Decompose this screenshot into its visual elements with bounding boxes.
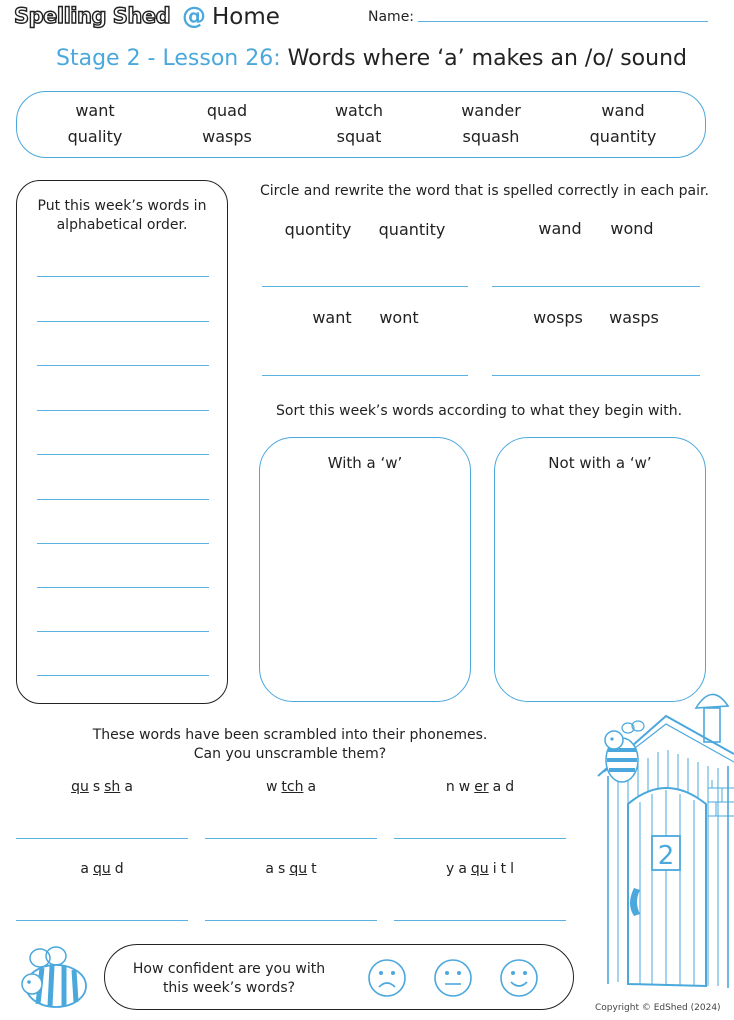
pair-word[interactable]: wont xyxy=(379,308,419,327)
phoneme: s xyxy=(278,861,286,877)
unscramble-line[interactable] xyxy=(16,920,188,921)
phoneme: d xyxy=(505,779,515,795)
phoneme: t xyxy=(500,861,507,877)
answer-line[interactable] xyxy=(37,631,209,632)
phoneme-underlined: qu xyxy=(470,861,489,877)
alphabetical-order-box xyxy=(16,180,228,704)
name-line[interactable] xyxy=(418,21,708,22)
scrambled-word xyxy=(394,861,566,877)
word-bank-item: want xyxy=(75,101,115,120)
shed-illustration xyxy=(588,684,734,1002)
scrambled-word xyxy=(205,779,377,795)
unscramble-line[interactable] xyxy=(16,838,188,839)
answer-line[interactable] xyxy=(37,587,209,588)
phoneme: l xyxy=(510,861,514,877)
stage-label: Stage 2 - Lesson 26: xyxy=(56,46,281,71)
scrambled-word xyxy=(205,861,377,877)
answer-line[interactable] xyxy=(37,365,209,366)
bee-icon xyxy=(18,944,96,1012)
phoneme: y xyxy=(446,861,455,877)
answer-line[interactable] xyxy=(37,410,209,411)
phoneme: t xyxy=(311,861,317,877)
circle-task-instruction: Circle and rewrite the word that is spelled correctly in each pair. xyxy=(260,183,709,199)
phoneme: w xyxy=(458,779,471,795)
answer-line[interactable] xyxy=(37,543,209,544)
pair-word[interactable]: wasps xyxy=(609,308,659,327)
pair-word[interactable]: wond xyxy=(610,219,654,238)
phoneme-underlined: tch xyxy=(281,779,304,795)
confidence-question-line2: this week’s words? xyxy=(162,980,296,996)
rewrite-line[interactable] xyxy=(262,286,468,287)
rewrite-line[interactable] xyxy=(492,286,700,287)
answer-line[interactable] xyxy=(37,675,209,676)
spelling-shed-logo: Spelling Shed xyxy=(14,4,171,28)
unscramble-line[interactable] xyxy=(394,920,566,921)
word-bank xyxy=(16,91,706,158)
answer-line[interactable] xyxy=(37,321,209,322)
word-bank-item: wand xyxy=(601,101,645,120)
happy-face-icon[interactable] xyxy=(499,958,539,998)
scrambled-word xyxy=(394,779,566,795)
answer-line[interactable] xyxy=(37,276,209,277)
unscramble-line[interactable] xyxy=(205,838,377,839)
phoneme-underlined: sh xyxy=(104,779,121,795)
confidence-question xyxy=(125,960,333,998)
word-bank-item: squash xyxy=(462,127,520,146)
scramble-instruction xyxy=(40,726,540,764)
with-w-heading: With a ‘w’ xyxy=(327,454,403,472)
with-w-box[interactable] xyxy=(259,437,471,702)
phoneme: a xyxy=(492,779,502,795)
word-bank-item: wasps xyxy=(202,127,252,146)
phoneme-underlined: qu xyxy=(92,861,111,877)
not-with-w-box[interactable] xyxy=(494,437,706,702)
word-bank-item: quad xyxy=(206,101,248,120)
phoneme-underlined: er xyxy=(474,779,489,795)
phoneme: d xyxy=(114,861,124,877)
phoneme: w xyxy=(265,779,278,795)
rewrite-line[interactable] xyxy=(492,375,700,376)
page-title xyxy=(56,46,687,71)
scrambled-word xyxy=(16,861,188,877)
phoneme: s xyxy=(92,779,101,795)
name-label: Name: xyxy=(368,9,415,25)
confidence-bubble xyxy=(104,944,574,1010)
phoneme: n xyxy=(445,779,455,795)
not-with-w-heading: Not with a ‘w’ xyxy=(548,454,652,472)
pair-word[interactable]: want xyxy=(312,308,352,327)
at-symbol: @ xyxy=(182,2,206,30)
phoneme: a xyxy=(124,779,133,795)
unscramble-line[interactable] xyxy=(205,920,377,921)
answer-line[interactable] xyxy=(37,499,209,500)
scramble-instruction-line1: These words have been scrambled into their phonemes. xyxy=(92,727,488,743)
pair-word[interactable]: quantity xyxy=(378,220,446,239)
phoneme: a xyxy=(307,779,317,795)
unscramble-line[interactable] xyxy=(394,838,566,839)
home-label: Home xyxy=(212,4,280,30)
pair-word[interactable]: quontity xyxy=(284,220,352,239)
pair-word[interactable]: wand xyxy=(538,219,582,238)
phoneme: a xyxy=(265,861,275,877)
phoneme: i xyxy=(492,861,497,877)
neutral-face-icon[interactable] xyxy=(433,958,473,998)
word-bank-item: quantity xyxy=(589,127,657,146)
phoneme-underlined: qu xyxy=(71,779,89,795)
phoneme: a xyxy=(458,861,467,877)
copyright: Copyright © EdShed (2024) xyxy=(595,1003,721,1013)
sad-face-icon[interactable] xyxy=(367,958,407,998)
pair-word[interactable]: wosps xyxy=(533,308,583,327)
scramble-instruction-line2: Can you unscramble them? xyxy=(193,746,387,762)
rewrite-line[interactable] xyxy=(262,375,468,376)
title-topic: Words where ‘a’ makes an /o/ sound xyxy=(287,46,687,71)
word-bank-item: squat xyxy=(336,127,382,146)
phoneme: a xyxy=(80,861,89,877)
confidence-question-line1: How confident are you with xyxy=(132,961,326,977)
sort-task-instruction: Sort this week’s words according to what they begin with. xyxy=(276,403,683,419)
word-bank-item: quality xyxy=(67,127,123,146)
alphabetical-instruction: Put this week’s words in alphabetical order. xyxy=(37,198,207,233)
phoneme-underlined: qu xyxy=(289,861,308,877)
word-bank-item: watch xyxy=(334,101,384,120)
word-bank-item: wander xyxy=(461,101,521,120)
scrambled-word xyxy=(16,779,188,795)
shed-number: 2 xyxy=(657,841,675,871)
answer-line[interactable] xyxy=(37,454,209,455)
